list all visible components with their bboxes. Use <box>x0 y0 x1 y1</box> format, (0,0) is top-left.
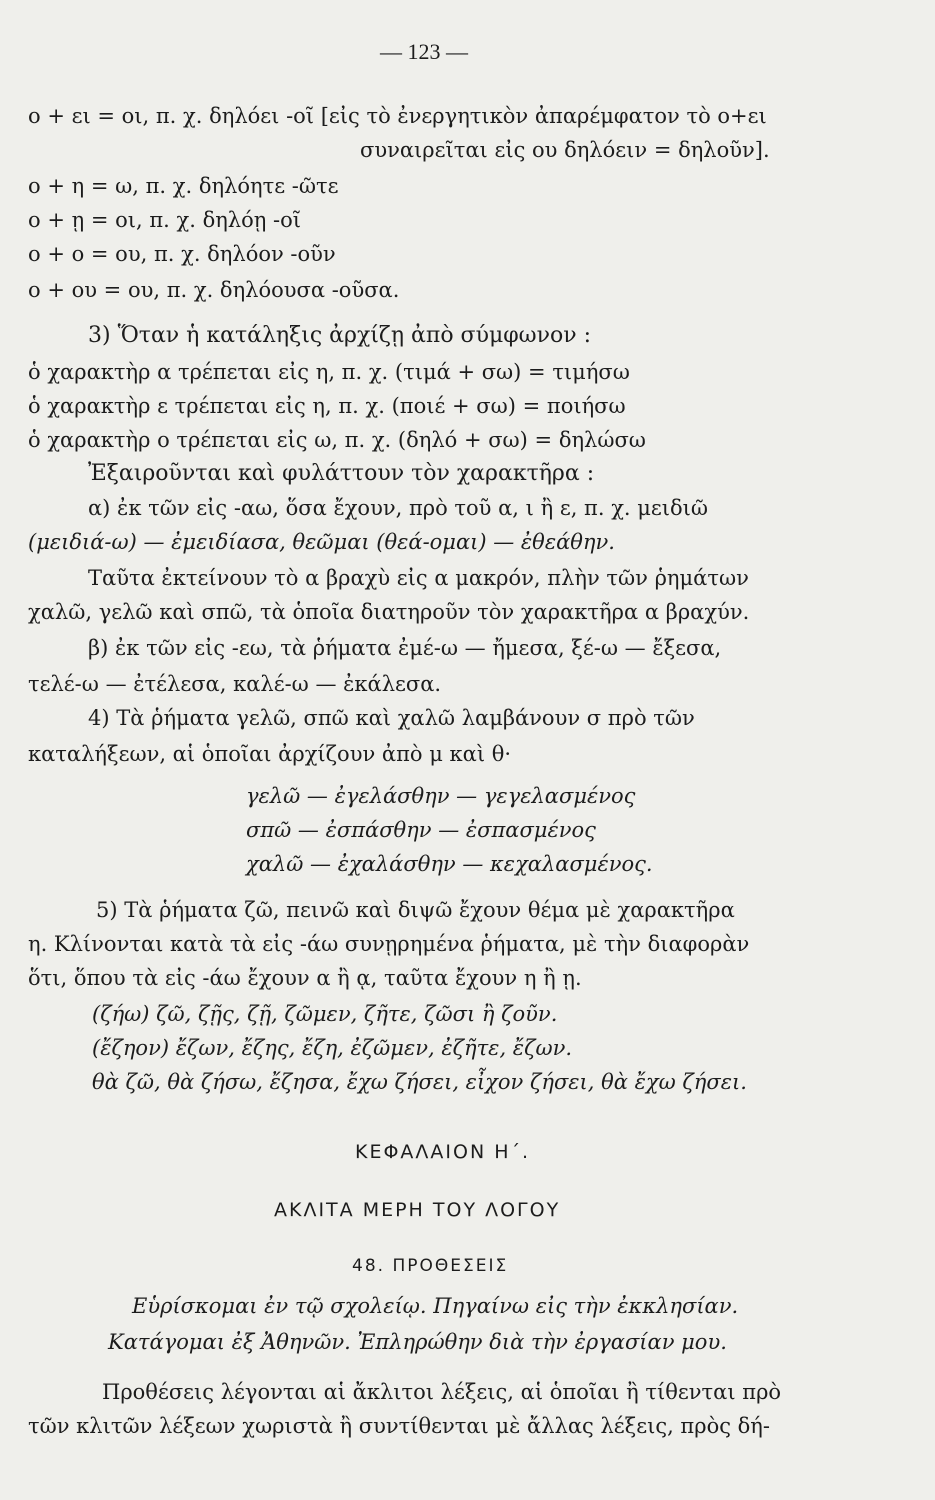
chapter-title: ΑΚΛΙΤΑ ΜΕΡΗ ΤΟΥ ΛΟΓΟΥ <box>274 1199 561 1221</box>
rule4-example: σπῶ — ἐσπάσθην — ἐσπασμένος <box>246 818 596 842</box>
rule5-line: ὅτι, ὅπου τὰ εἰς -άω ἔχουν α ἢ ᾳ, ταῦτα ἔχουν η ἢ ῃ. <box>28 966 582 990</box>
rule5-line: 5) Τὰ ῥήματα ζῶ, πεινῶ καὶ διψῶ ἔχουν θέμα μὲ χαρακτῆρα <box>96 898 735 922</box>
rule3-line: τελέ-ω — ἐτέλεσα, καλέ-ω — ἐκάλεσα. <box>28 672 442 696</box>
rule3-line: Ταῦτα ἐκτείνουν τὸ α βραχὺ εἰς α μακρόν, πλὴν τῶν ῥημάτων <box>88 566 749 590</box>
rule3-line: (μειδιά-ω) — ἐμειδίασα, θεῶμαι (θεά-ομαι) — ἐθεάθην. <box>28 530 615 554</box>
rule4-line: 4) Τὰ ῥήματα γελῶ, σπῶ καὶ χαλῶ λαμβάνουν σ πρὸ τῶν <box>88 706 695 730</box>
definition-line: Προθέσεις λέγονται αἱ ἄκλιτοι λέξεις, αἱ ὁποῖαι ἢ τίθενται πρὸ <box>102 1380 782 1404</box>
section-example: Κατάγομαι ἐξ Ἀθηνῶν. Ἐπληρώθην διὰ τὴν ἐργασίαν μου. <box>108 1330 727 1354</box>
page-number: — 123 — <box>380 39 468 64</box>
contraction-line-3: ο + η = ω, π. χ. δηλόητε -ῶτε <box>28 174 339 198</box>
rule5-example: (ἔζηον) ἔζων, ἔζης, ἔζη, ἐζῶμεν, ἐζῆτε, ἔζων. <box>92 1036 573 1060</box>
rule5-example: θὰ ζῶ, θὰ ζήσω, ἔζησα, ἔχω ζήσει, εἶχον ζήσει, θὰ ἔχω ζήσει. <box>92 1070 747 1094</box>
rule3-intro: 3) Ὅταν ἡ κατάληξις ἀρχίζῃ ἀπὸ σύμφωνον : <box>88 323 591 348</box>
rule3-exceptions: Ἐξαιροῦνται καὶ φυλάττουν τὸν χαρακτῆρα : <box>88 461 595 486</box>
rule5-example: (ζήω) ζῶ, ζῇς, ζῇ, ζῶμεν, ζῆτε, ζῶσι ἢ ζοῦν. <box>92 1002 558 1026</box>
rule4-example: γελῶ — ἐγελάσθην — γεγελασμένος <box>246 784 636 808</box>
definition-line: τῶν κλιτῶν λέξεων χωριστὰ ἢ συντίθενται μὲ ἄλλας λέξεις, πρὸς δή- <box>28 1414 770 1438</box>
rule3-line: χαλῶ, γελῶ καὶ σπῶ, τὰ ὁποῖα διατηροῦν τὸν χαρακτῆρα α βραχύν. <box>28 600 750 624</box>
contraction-line-1: ο + ει = οι, π. χ. δηλόει -οῖ [εἰς τὸ ἐνεργητικὸν ἀπαρέμφατον τὸ ο+ει <box>28 104 767 128</box>
rule5-line: η. Κλίνονται κατὰ τὰ εἰς -άω συνῃρημένα ῥήματα, μὲ τὴν διαφορὰν <box>28 932 750 956</box>
chapter-heading: ΚΕΦΑΛΑΙΟΝ Η΄. <box>355 1141 531 1163</box>
contraction-line-2: συναιρεῖται εἰς ου δηλόειν = δηλοῦν]. <box>360 138 770 162</box>
rule3-line: β) ἐκ τῶν εἰς -εω, τὰ ῥήματα ἐμέ-ω — ἤμεσα, ξέ-ω — ἔξεσα, <box>88 636 722 660</box>
rule4-example: χαλῶ — ἐχαλάσθην — κεχαλασμένος. <box>246 852 653 876</box>
section-example: Εὑρίσκομαι ἐν τῷ σχολείῳ. Πηγαίνω εἰς τὴν ἐκκλησίαν. <box>132 1294 739 1318</box>
rule3-line: α) ἐκ τῶν εἰς -αω, ὅσα ἔχουν, πρὸ τοῦ α, ι ἢ ε, π. χ. μειδιῶ <box>88 496 709 520</box>
contraction-line-5: ο + ο = ου, π. χ. δηλόον -οῦν <box>28 242 336 266</box>
contraction-line-6: ο + ου = ου, π. χ. δηλόουσα -οῦσα. <box>28 278 400 302</box>
contraction-line-4: ο + ῃ = οι, π. χ. δηλόῃ -οῖ <box>28 208 301 232</box>
rule3-line: ὁ χαρακτὴρ α τρέπεται εἰς η, π. χ. (τιμά + σω) = τιμήσω <box>28 360 630 384</box>
section-heading: 48. ΠΡΟΘΕΣΕΙΣ <box>352 1256 509 1276</box>
rule4-line: καταλήξεων, αἱ ὁποῖαι ἀρχίζουν ἀπὸ μ καὶ θ· <box>28 742 512 766</box>
rule3-line: ὁ χαρακτὴρ ε τρέπεται εἰς η, π. χ. (ποιέ + σω) = ποιήσω <box>28 394 626 418</box>
rule3-line: ὁ χαρακτὴρ ο τρέπεται εἰς ω, π. χ. (δηλό + σω) = δηλώσω <box>28 428 646 452</box>
